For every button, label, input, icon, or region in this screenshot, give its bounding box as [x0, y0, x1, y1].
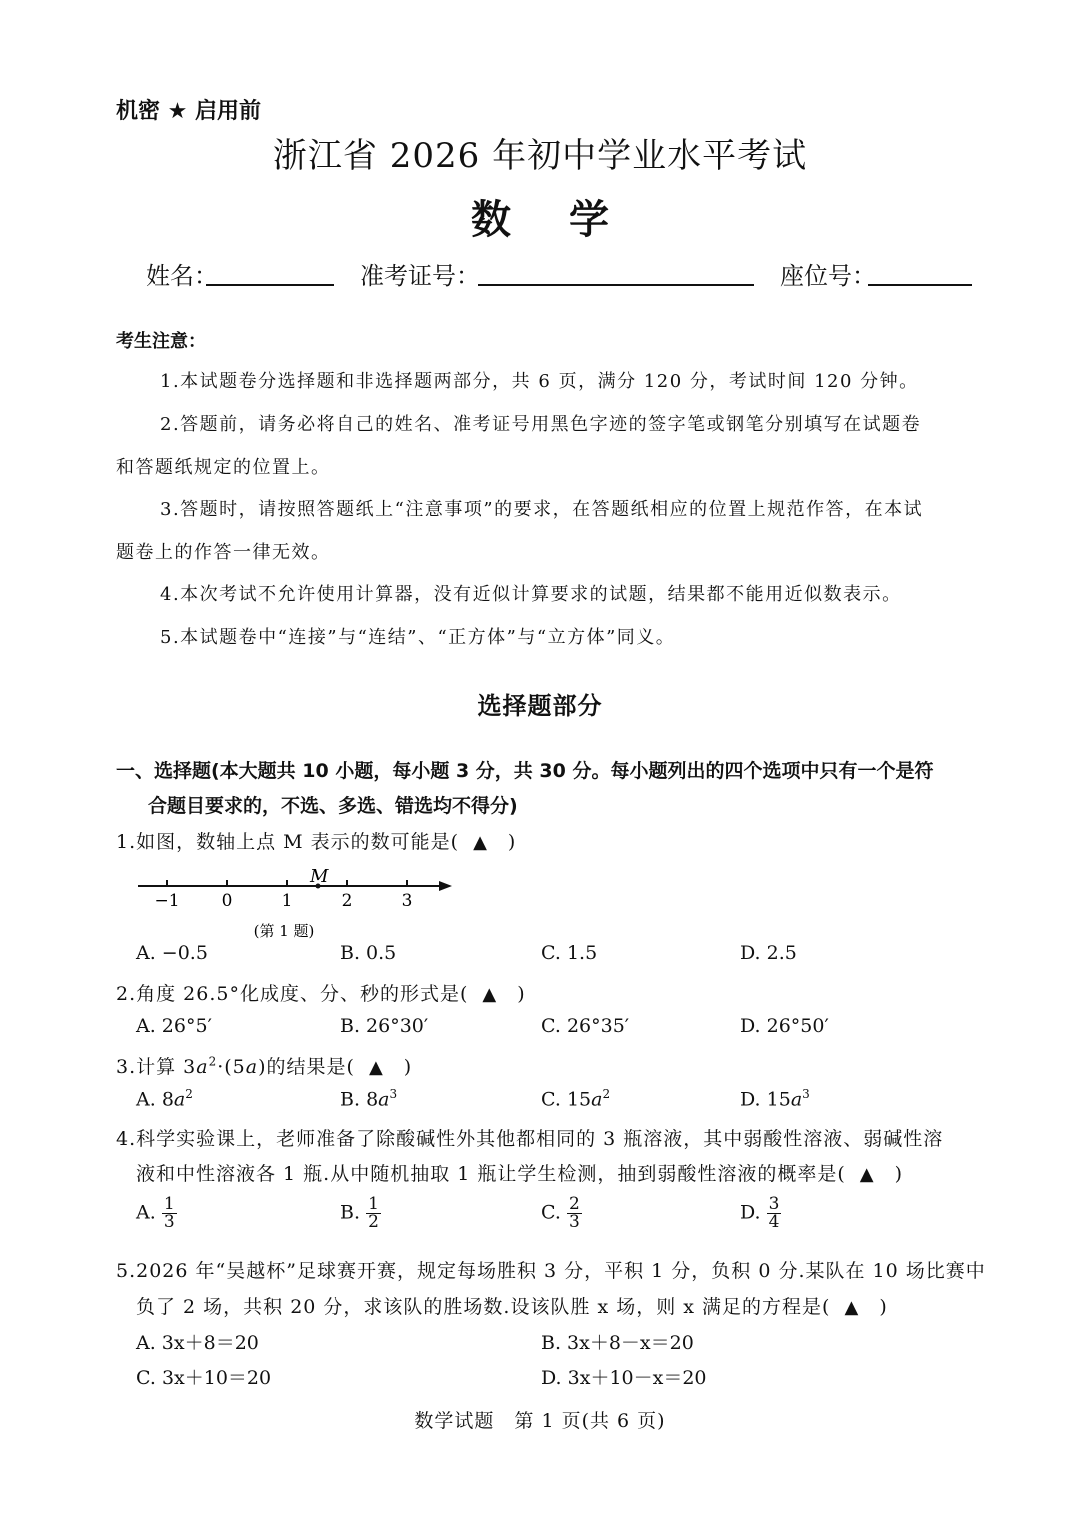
q5-option-d: D. 3x＋10－x＝20: [541, 1367, 707, 1389]
q1-option-b: B. 0.5: [340, 942, 397, 964]
notice-item: 和答题纸规定的位置上。: [116, 457, 331, 478]
notice-item: 5.本试题卷中“连接”与“连结”、“正方体”与“立方体”同义。: [160, 627, 676, 648]
answer-triangle-icon: ▲: [473, 832, 488, 853]
q4-option-a: A. $\frac{1}{3}$: [136, 1194, 175, 1232]
question-1-stem: 1.如图，数轴上点 M 表示的数可能是( ▲ ): [116, 831, 517, 853]
question-4-line1: 4.科学实验课上，老师准备了除酸碱性外其他都相同的 3 瓶溶液，其中弱酸性溶液、弱碱性溶: [116, 1128, 944, 1150]
q2-option-d: D. 26°50′: [740, 1015, 829, 1037]
part1-instruction: 一、选择题(本大题共 10 小题，每小题 3 分，共 30 分。每小题列出的四个选项中只有一个是符: [116, 760, 934, 782]
name-blank: [206, 284, 334, 286]
part1-instruction-cont: 合题目要求的，不选、多选、错选均不得分): [148, 795, 518, 817]
notice-item: 3.答题时，请按照答题纸上“注意事项”的要求，在答题纸相应的位置上规范作答，在本试: [160, 499, 924, 520]
name-label: 姓名：: [146, 262, 218, 290]
q5-option-c: C. 3x＋10＝20: [136, 1367, 272, 1389]
q2-option-a: A. 26°5′: [136, 1015, 212, 1037]
q4-option-b: B. $\frac{1}{2}$: [340, 1194, 379, 1232]
exam-title: 浙江省 2026 年初中学业水平考试: [272, 136, 808, 176]
exam-id-blank: [478, 284, 754, 286]
seat-blank: [868, 284, 972, 286]
tick-label: 1: [281, 891, 293, 911]
question-2-stem: 2.角度 26.5°化成度、分、秒的形式是( ▲ ): [116, 983, 526, 1005]
q5-option-b: B. 3x＋8－x＝20: [541, 1332, 694, 1354]
section-title: 选择题部分: [477, 692, 603, 720]
answer-triangle-icon: ▲: [859, 1164, 875, 1185]
q3-option-b: B. $8a^3$: [340, 1087, 398, 1111]
q1-option-c: C. 1.5: [541, 942, 598, 964]
q1-option-a: A. −0.5: [136, 942, 208, 964]
seat-label: 座位号：: [780, 262, 876, 290]
answer-triangle-icon: ▲: [844, 1297, 860, 1318]
q3-option-d: D. $15a^3$: [740, 1087, 810, 1111]
notice-heading: 考生注意：: [116, 331, 206, 352]
arrow-icon: [439, 881, 452, 891]
number-line-figure: [130, 862, 470, 942]
page-footer: 数学试题 第 1 页(共 6 页): [414, 1410, 666, 1432]
q3-option-c: C. $15a^2$: [541, 1087, 611, 1111]
q3-option-a: A. $8a^2$: [136, 1087, 193, 1111]
point-m-label: M: [310, 866, 329, 887]
q5-option-a: A. 3x＋8＝20: [136, 1332, 259, 1354]
question-4-line2: 液和中性溶液各 1 瓶.从中随机抽取 1 瓶让学生检测，抽到弱酸性溶液的概率是( ▲ ): [136, 1163, 904, 1185]
question-3-stem: 3.计算 $3a^2\cdot(5a)$的结果是( ▲ ): [116, 1054, 413, 1078]
confidential-mark: 机密 ★ 启用前: [116, 99, 262, 124]
notice-item: 题卷上的作答一律无效。: [116, 542, 331, 563]
tick-label: 3: [401, 891, 413, 911]
figure-caption: (第 1 题): [253, 922, 315, 940]
q1-option-d: D. 2.5: [740, 942, 797, 964]
question-2-text: 2.角度 26.5°化成度、分、秒的形式是(: [116, 983, 469, 1005]
notice-item: 2.答题前，请务必将自己的姓名、准考证号用黑色字迹的签字笔或钢笔分别填写在试题卷: [160, 414, 922, 435]
answer-triangle-icon: ▲: [368, 1057, 384, 1078]
question-1-text: 1.如图，数轴上点 M 表示的数可能是(: [116, 831, 460, 853]
q2-option-c: C. 26°35′: [541, 1015, 630, 1037]
q2-option-b: B. 26°30′: [340, 1015, 429, 1037]
question-5-line2: 负了 2 场，共积 20 分，求该队的胜场数.设该队胜 x 场，则 x 满足的方程是( ▲ ): [136, 1296, 888, 1318]
q4-option-d: D. $\frac{3}{4}$: [740, 1194, 780, 1232]
notice-item: 1.本试题卷分选择题和非选择题两部分，共 6 页，满分 120 分，考试时间 120 分钟。: [160, 371, 919, 392]
question-5-line1: 5.2026 年“吴越杯”足球赛开赛，规定每场胜积 3 分，平积 1 分，负积 0 分.某队在 10 场比赛中: [116, 1260, 986, 1282]
tick-label: 0: [221, 891, 233, 911]
subject-title: 数学: [471, 196, 667, 243]
exam-id-label: 准考证号：: [360, 262, 480, 290]
answer-triangle-icon: ▲: [482, 984, 498, 1005]
q4-option-c: C. $\frac{2}{3}$: [541, 1194, 580, 1232]
tick-label: 2: [341, 891, 353, 911]
notice-item: 4.本次考试不允许使用计算器，没有近似计算要求的试题，结果都不能用近似数表示。: [160, 584, 902, 605]
tick-label: −1: [154, 891, 180, 911]
